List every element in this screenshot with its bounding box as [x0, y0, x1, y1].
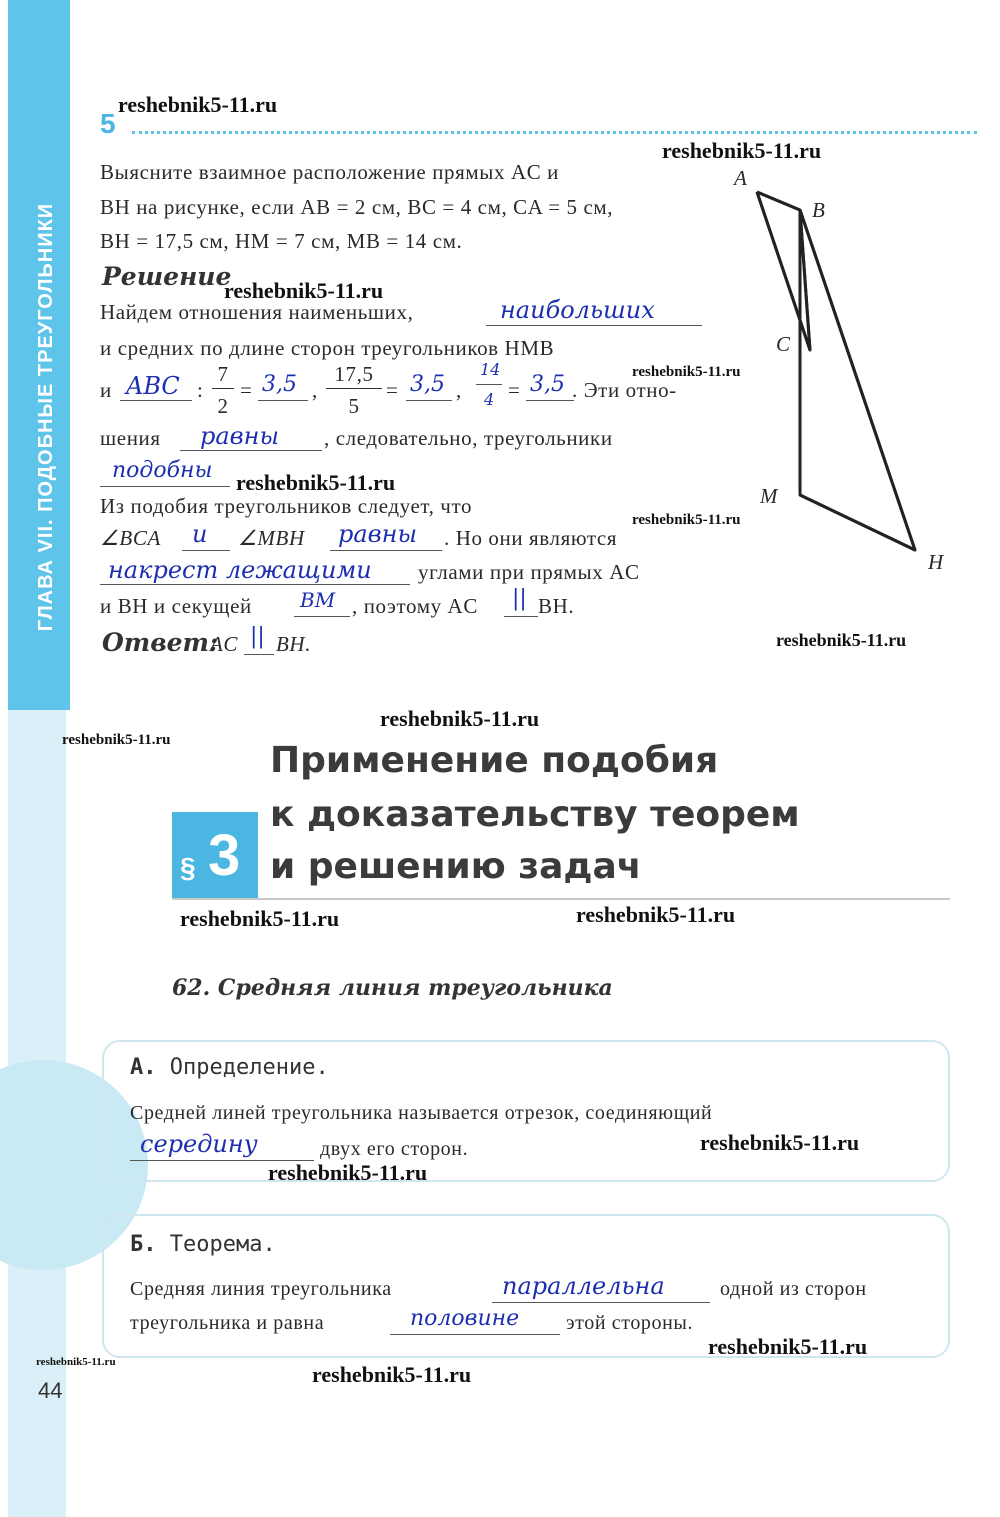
handwritten-answer: BM — [300, 588, 336, 612]
handwritten-answer: 3,5 — [530, 372, 565, 397]
solution-line9-mid: , поэтому AC — [352, 594, 478, 618]
point-label-c: C — [776, 332, 791, 356]
solution-line3-suffix: . Эти отно- — [572, 378, 677, 402]
page-number: 44 — [38, 1378, 63, 1403]
answer-line — [258, 400, 308, 401]
answer-line — [180, 450, 322, 451]
section-title-line3: и решению задач — [270, 846, 642, 887]
watermark: reshebnik5-11.ru — [708, 1334, 868, 1359]
comma: , — [312, 378, 318, 402]
solution-label: Решение — [102, 262, 232, 291]
solution-line3-prefix: и — [100, 378, 112, 402]
problem-text-line1: Выясните взаимное расположение прямых AC и — [100, 160, 560, 184]
comma: , — [456, 378, 462, 402]
solution-line1: Найдем отношения наименьших, — [100, 300, 414, 324]
answer-bh: BH. — [276, 632, 312, 656]
fraction-bar — [212, 388, 234, 389]
watermark: reshebnik5-11.ru — [36, 1356, 116, 1368]
handwritten-answer: 3,5 — [262, 372, 297, 397]
section-number: 3 — [208, 823, 241, 888]
answer-ac: AC — [210, 632, 239, 656]
theorem-line2-suffix: этой стороны. — [566, 1312, 694, 1334]
handwritten-answer: равны — [200, 422, 279, 450]
point-label-a: A — [734, 166, 748, 190]
handwritten-answer: середину — [140, 1130, 258, 1158]
chapter-sidebar — [8, 0, 70, 1517]
handwritten-answer: половине — [410, 1306, 520, 1331]
answer-line — [244, 654, 274, 655]
handwritten-answer: и — [192, 520, 208, 548]
solution-line2: и средних по длине сторон треугольников HMB — [100, 336, 555, 360]
answer-line — [526, 400, 574, 401]
section-number-badge — [172, 812, 258, 898]
theorem-line1-prefix: Средняя линия треугольника — [130, 1278, 392, 1300]
theorem-title: Теорема. — [169, 1232, 276, 1257]
angle-mbh: ∠MBH — [238, 526, 305, 550]
problem-text-line2: BH на рисунке, если AB = 2 см, BC = 4 см, CA = 5 см, — [100, 195, 614, 219]
answer-line — [330, 550, 442, 551]
definition-title: Определение. — [169, 1055, 329, 1080]
problem-text-line3: BH = 17,5 см, HM = 7 см, MB = 14 см. — [100, 229, 463, 253]
equals-sign: = — [386, 378, 399, 402]
watermark: reshebnik5-11.ru — [776, 630, 907, 650]
point-label-m: M — [760, 484, 779, 508]
dotted-divider — [132, 131, 977, 134]
watermark: reshebnik5-11.ru — [236, 470, 396, 495]
fraction-bar — [476, 384, 502, 385]
section-title-line2: к доказательству теорем — [270, 794, 800, 835]
answer-line — [120, 400, 192, 401]
watermark: reshebnik5-11.ru — [312, 1362, 472, 1387]
answer-label: Ответ: — [102, 628, 219, 657]
watermark: reshebnik5-11.ru — [224, 278, 384, 303]
watermark: reshebnik5-11.ru — [180, 906, 340, 931]
handwritten-answer: подобны — [112, 458, 213, 483]
answer-line — [294, 616, 350, 617]
section-divider — [172, 898, 950, 900]
theorem-heading — [130, 1232, 276, 1257]
solution-line6: Из подобия треугольников следует, что — [100, 494, 473, 518]
equals-sign: = — [508, 378, 521, 402]
section-symbol: § — [180, 852, 196, 883]
watermark: reshebnik5-11.ru — [632, 512, 741, 528]
figure-lines — [757, 192, 915, 550]
answer-line — [492, 1302, 710, 1303]
definition-line1: Средней линей треугольника называется отрезок, соединяющий — [130, 1102, 713, 1124]
watermark: reshebnik5-11.ru — [380, 706, 540, 731]
handwritten-answer: 3,5 — [410, 372, 445, 397]
solution-line8-suffix: углами при прямых AC — [418, 560, 640, 584]
fraction-numerator: 7 — [217, 362, 229, 386]
solution-line4-prefix: шения — [100, 426, 161, 450]
handwritten-answer: параллельна — [502, 1272, 665, 1300]
answer-line — [390, 1334, 560, 1335]
definition-line2: двух его сторон. — [320, 1138, 469, 1160]
answer-line — [504, 616, 538, 617]
answer-line — [406, 400, 452, 401]
fraction-denominator: 2 — [217, 394, 229, 418]
watermark: reshebnik5-11.ru — [62, 732, 171, 748]
handwritten-answer: равны — [338, 520, 417, 548]
solution-line4-suffix: , следовательно, треугольники — [324, 426, 613, 450]
solution-line7-suffix: . Но они являются — [444, 526, 618, 550]
handwritten-answer: наибольших — [500, 296, 655, 324]
colon: : — [197, 378, 204, 402]
handwritten-answer: || — [512, 586, 527, 611]
solution-line9-suffix: BH. — [538, 594, 575, 618]
geometry-figure — [720, 160, 970, 590]
handwritten-denominator: 4 — [484, 390, 495, 409]
chapter-title: ГЛАВА VII. ПОДОБНЫЕ ТРЕУГОЛЬНИКИ — [35, 202, 57, 632]
solution-line9-prefix: и BH и секущей — [100, 594, 252, 618]
fraction-denominator: 5 — [348, 394, 360, 418]
handwritten-answer: накрест лежащими — [108, 556, 372, 584]
answer-line — [100, 486, 230, 487]
angle-bca: ∠BCA — [100, 526, 161, 550]
section-title-line1: Применение подобия — [270, 740, 719, 781]
watermark: reshebnik5-11.ru — [268, 1160, 428, 1185]
answer-line — [486, 325, 702, 326]
equals-sign: = — [240, 378, 253, 402]
definition-heading — [130, 1055, 329, 1080]
fraction-numerator: 17,5 — [334, 362, 374, 386]
handwritten-answer: || — [250, 624, 265, 649]
answer-line — [182, 550, 230, 551]
answer-line — [100, 584, 410, 585]
watermark: reshebnik5-11.ru — [700, 1130, 860, 1155]
theorem-line1-suffix: одной из сторон — [720, 1278, 867, 1300]
fraction-bar — [326, 388, 382, 389]
subsection-title: 62. Средняя линия треугольника — [172, 975, 613, 1001]
handwritten-numerator: 14 — [480, 360, 501, 379]
point-label-h: H — [928, 550, 944, 574]
theorem-letter: Б. — [130, 1232, 157, 1257]
watermark: reshebnik5-11.ru — [632, 364, 741, 380]
theorem-line2-prefix: треугольника и равна — [130, 1312, 325, 1334]
handwritten-answer: ABC — [126, 372, 180, 400]
segment-bh — [800, 210, 915, 550]
watermark: reshebnik5-11.ru — [662, 138, 822, 163]
watermark: reshebnik5-11.ru — [576, 902, 736, 927]
definition-letter: А. — [130, 1055, 157, 1080]
problem-number: 5 — [100, 108, 116, 139]
point-label-b: B — [812, 198, 826, 222]
watermark: reshebnik5-11.ru — [118, 92, 278, 117]
